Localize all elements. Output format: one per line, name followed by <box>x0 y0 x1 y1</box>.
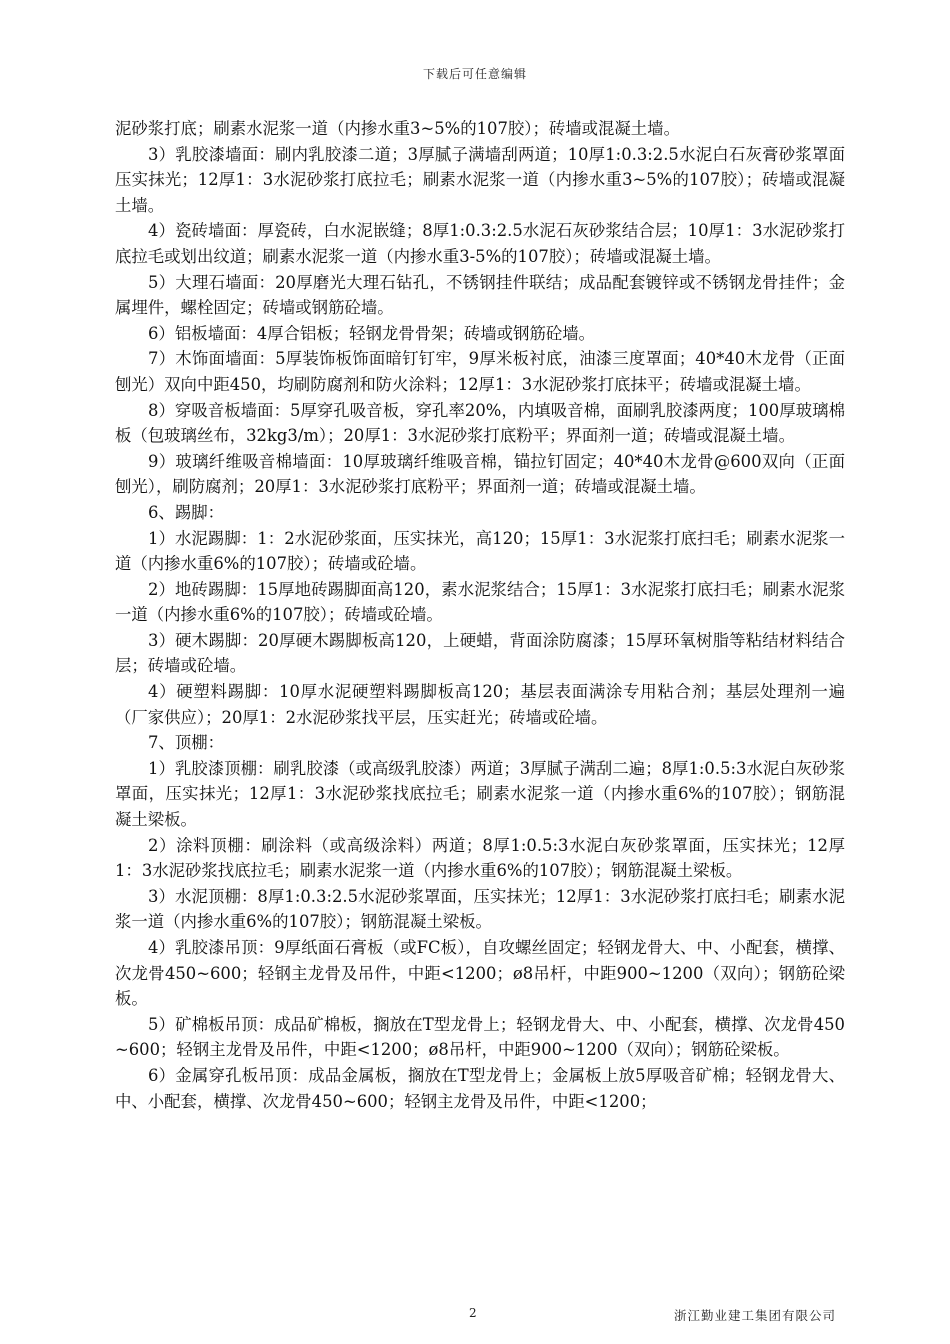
body-paragraph: 8）穿吸音板墙面：5厚穿孔吸音板，穿孔率20%，内填吸音棉，面刷乳胶漆两度；100厚玻璃棉板（包玻璃丝布，32kg3/m）；20厚1：3水泥砂浆打底粉平；界面剂一道；砖墙或混凝土墙。 <box>115 400 845 446</box>
page-header: 下载后可任意编辑 <box>422 67 527 81</box>
body-paragraph: 3）硬木踢脚：20厚硬木踢脚板高120，上硬蜡，背面涂防腐漆；15厚环氧树脂等粘结材料结合层；砖墙或砼墙。 <box>115 630 845 676</box>
body-paragraph: 2）地砖踢脚：15厚地砖踢脚面高120，素水泥浆结合；15厚1：3水泥浆打底扫毛；刷素水泥浆一道（内掺水重6%的107胶）；砖墙或砼墙。 <box>115 579 845 625</box>
body-paragraph: 5）大理石墙面：20厚磨光大理石钻孔，不锈钢挂件联结；成品配套镀锌或不锈钢龙骨挂件；金属埋件，螺栓固定；砖墙或钢筋砼墙。 <box>115 272 845 318</box>
body-paragraph: 4）乳胶漆吊顶：9厚纸面石膏板（或FC板），自攻螺丝固定；轻钢龙骨大、中、小配套，横撑、次龙骨450~600；轻钢主龙骨及吊件，中距<1200；ø8吊杆，中距900~1200（双向）；钢筋砼梁板。 <box>115 938 845 1009</box>
body-paragraph: 9）玻璃纤维吸音棉墙面：10厚玻璃纤维吸音棉，锚拉钉固定；40*40木龙骨@600双向（正面刨光），刷防腐剂；20厚1：3水泥砂浆打底粉平；界面剂一道；砖墙或混凝土墙。 <box>115 451 845 497</box>
body-paragraph: 6、踢脚： <box>148 502 224 522</box>
body-paragraph: 6）铝板墙面：4厚合铝板；轻钢龙骨骨架；砖墙或钢筋砼墙。 <box>148 323 596 343</box>
body-paragraph: 1）水泥踢脚：1：2水泥砂浆面，压实抹光，高120；15厚1：3水泥浆打底扫毛；刷素水泥浆一道（内掺水重6%的107胶）；砖墙或砼墙。 <box>115 528 845 574</box>
page-number: 2 <box>469 1306 477 1320</box>
body-paragraph: 4）瓷砖墙面：厚瓷砖，白水泥嵌缝；8厚1:0.3:2.5水泥石灰砂浆结合层；10厚1：3水泥砂浆打底拉毛或划出纹道；刷素水泥浆一道（内掺水重3-5%的107胶）；砖墙或混凝土墙。 <box>115 221 845 266</box>
body-paragraph: 7）木饰面墙面：5厚装饰板饰面暗钉钉牢，9厚米板衬底，油漆三度罩面；40*40木龙骨（正面刨光）双向中距450，均刷防腐剂和防火涂料；12厚1：3水泥砂浆打底抹平；砖墙或混凝土墙。 <box>115 349 845 394</box>
body-paragraph: 3）乳胶漆墙面：刷内乳胶漆二道；3厚腻子满墙刮两道；10厚1:0.3:2.5水泥白石灰膏砂浆罩面压实抹光；12厚1：3水泥砂浆打底拉毛；刷素水泥浆一道（内掺水重3~5%的107胶）；砖墙或混凝土墙。 <box>115 144 845 215</box>
body-paragraph: 1）乳胶漆顶棚：刷乳胶漆（或高级乳胶漆）两道；3厚腻子满刮二遍；8厚1:0.5:3水泥白灰砂浆罩面，压实抹光；12厚1：3水泥砂浆找底拉毛；刷素水泥浆一道（内掺水重6%的107胶）；钢筋混凝土梁板。 <box>115 758 845 830</box>
body-paragraph: 6）金属穿孔板吊顶：成品金属板，搁放在T型龙骨上；金属板上放5厚吸音矿棉；轻钢龙骨大、中、小配套，横撑、次龙骨450~600；轻钢主龙骨及吊件，中距<1200； <box>115 1065 845 1111</box>
footer-company: 浙江勤业建工集团有限公司 <box>673 1308 836 1323</box>
body-paragraph: 3）水泥顶棚：8厚1:0.3:2.5水泥砂浆罩面，压实抹光；12厚1：3水泥砂浆打底扫毛；刷素水泥浆一道（内掺水重6%的107胶）；钢筋混凝土梁板。 <box>115 886 845 932</box>
body-paragraph: 泥砂浆打底；刷素水泥浆一道（内掺水重3~5%的107胶）；砖墙或混凝土墙。 <box>115 119 680 138</box>
body-paragraph: 4）硬塑料踢脚：10厚水泥硬塑料踢脚板高120；基层表面满涂专用粘合剂；基层处理剂一遍（厂家供应）；20厚1：2水泥砂浆找平层，压实赶光；砖墙或砼墙。 <box>115 682 845 727</box>
body-paragraph: 5）矿棉板吊顶：成品矿棉板，搁放在T型龙骨上；轻钢龙骨大、中、小配套，横撑、次龙骨450~600；轻钢主龙骨及吊件，中距<1200；ø8吊杆，中距900~1200（双向）；钢筋砼梁板。 <box>115 1014 845 1060</box>
body-paragraph: 7、顶棚： <box>148 733 224 753</box>
body-paragraph: 2）涂料顶棚：刷涂料（或高级涂料）两道；8厚1:0.5:3水泥白灰砂浆罩面，压实抹光；12厚1：3水泥砂浆找底拉毛；刷素水泥浆一道（内掺水重6%的107胶）；钢筋混凝土梁板。 <box>115 835 845 881</box>
document-body <box>115 116 845 1114</box>
